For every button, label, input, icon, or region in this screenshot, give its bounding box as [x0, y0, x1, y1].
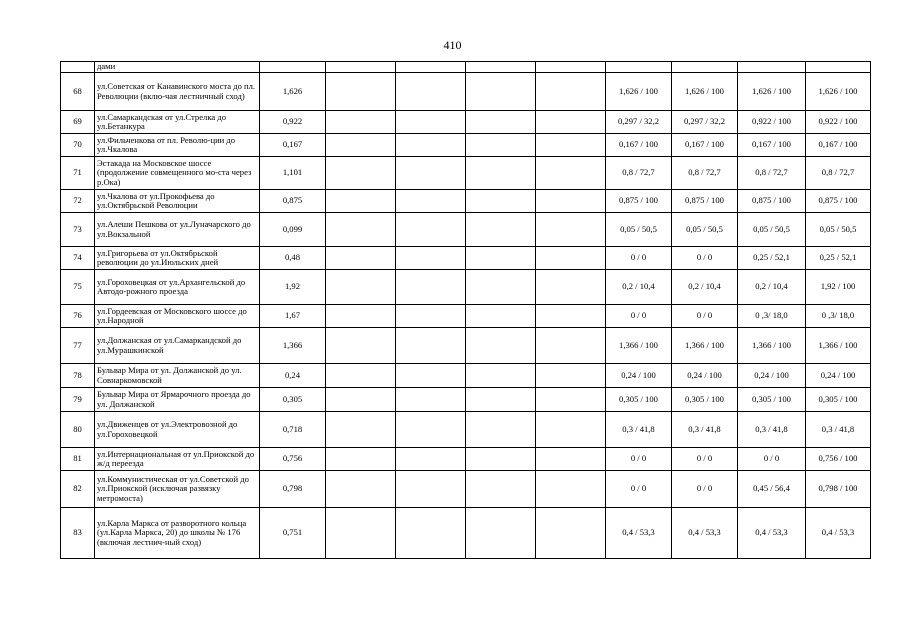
value-3: 0,2 / 10,4	[738, 270, 806, 305]
empty-cell	[536, 412, 606, 448]
empty-cell	[466, 448, 536, 471]
empty-cell	[466, 471, 536, 508]
empty-cell	[326, 73, 396, 111]
value-4: 1,92 / 100	[806, 270, 871, 305]
empty-cell	[466, 305, 536, 328]
empty-cell	[396, 134, 466, 157]
street-name: Бульвар Мира от ул. Должанской до ул. Совнаркомовской	[95, 364, 260, 388]
table-row	[61, 190, 871, 213]
table-row	[61, 364, 871, 388]
value-1: 0,2 / 10,4	[606, 270, 672, 305]
value-1: 0,3 / 41,8	[606, 412, 672, 448]
empty-cell	[326, 328, 396, 364]
value-2: 0 / 0	[672, 305, 738, 328]
street-name: ул.Советская от Канавинского моста до пл. Революции (вклю-чая лестничный сход)	[95, 73, 260, 111]
value-1: 1,366 / 100	[606, 328, 672, 364]
street-name: Эстакада на Московское шоссе (продолжение совмещенного мо-ста через р.Ока)	[95, 157, 260, 190]
empty-cell	[326, 412, 396, 448]
empty-cell	[326, 111, 396, 134]
row-number: 82	[61, 471, 95, 508]
empty-cell	[326, 247, 396, 270]
empty-cell	[326, 448, 396, 471]
street-name: ул.Чкалова от ул.Прокофьева до ул.Октябрьской Революции	[95, 190, 260, 213]
empty-cell	[396, 111, 466, 134]
empty-cell	[536, 111, 606, 134]
table-row	[61, 270, 871, 305]
empty-cell	[466, 247, 536, 270]
value-4: 0 ,3/ 18,0	[806, 305, 871, 328]
length-value: 0,756	[260, 448, 326, 471]
length-value: 1,366	[260, 328, 326, 364]
length-value: 0,305	[260, 388, 326, 412]
table-row	[61, 213, 871, 247]
street-name: ул.Должанская от ул.Самаркандской до ул.Мурашкинской	[95, 328, 260, 364]
value-1: 0,24 / 100	[606, 364, 672, 388]
value-4: 0,756 / 100	[806, 448, 871, 471]
row-number: 76	[61, 305, 95, 328]
empty-cell	[396, 270, 466, 305]
empty-cell	[536, 364, 606, 388]
empty-cell	[396, 508, 466, 559]
row-number: 69	[61, 111, 95, 134]
empty-cell	[466, 328, 536, 364]
length-value: 1,626	[260, 73, 326, 111]
street-name: ул.Самаркандская от ул.Стрелка до ул.Бетанкура	[95, 111, 260, 134]
value-2: 0,3 / 41,8	[672, 412, 738, 448]
empty-cell	[466, 134, 536, 157]
table-row	[61, 412, 871, 448]
empty-cell	[536, 388, 606, 412]
table-row	[61, 73, 871, 111]
value-4: 1,626 / 100	[806, 73, 871, 111]
value-1: 0,167 / 100	[606, 134, 672, 157]
value-3: 0 / 0	[738, 448, 806, 471]
street-name: ул.Гордеевская от Московского шоссе до ул.Народной	[95, 305, 260, 328]
street-name: ул.Карла Маркса от разворотного кольца (ул.Карла Маркса, 20) до школы № 176 (включая лестнич-ный сход)	[95, 508, 260, 559]
value-1: 0,8 / 72,7	[606, 157, 672, 190]
value-1: 0 / 0	[606, 448, 672, 471]
empty-cell	[326, 305, 396, 328]
empty-cell	[466, 270, 536, 305]
table-body	[61, 62, 871, 559]
value-4: 0,05 / 50,5	[806, 213, 871, 247]
table-row	[61, 508, 871, 559]
empty-cell	[396, 412, 466, 448]
length-value: 0,24	[260, 364, 326, 388]
street-name: ул.Интернациональная от ул.Приокской до ж/д переезда	[95, 448, 260, 471]
street-name: ул.Алеши Пешкова от ул.Луначарского до ул.Вокзальной	[95, 213, 260, 247]
empty-cell	[466, 412, 536, 448]
row-number: 70	[61, 134, 95, 157]
value-1: 0 / 0	[606, 471, 672, 508]
table-row	[61, 448, 871, 471]
table-row	[61, 388, 871, 412]
row-number: 72	[61, 190, 95, 213]
length-value: 0,167	[260, 134, 326, 157]
value-2: 0 / 0	[672, 448, 738, 471]
length-value: 1,67	[260, 305, 326, 328]
length-value: 1,92	[260, 270, 326, 305]
value-4: 0,875 / 100	[806, 190, 871, 213]
empty-cell	[326, 213, 396, 247]
value-1: 1,626 / 100	[606, 73, 672, 111]
row-number: 80	[61, 412, 95, 448]
length-value: 0,922	[260, 111, 326, 134]
value-2: 0 / 0	[672, 247, 738, 270]
street-name: ул.Гороховецкая от ул.Архангельской до Автодо-рожного проезда	[95, 270, 260, 305]
value-1: 0,05 / 50,5	[606, 213, 672, 247]
table-row	[61, 134, 871, 157]
value-3: 0 ,3/ 18,0	[738, 305, 806, 328]
value-2: 0,05 / 50,5	[672, 213, 738, 247]
empty-cell	[466, 388, 536, 412]
value-4: 0,24 / 100	[806, 364, 871, 388]
value-2: 0,4 / 53,3	[672, 508, 738, 559]
empty-cell	[536, 471, 606, 508]
row-number: 78	[61, 364, 95, 388]
row-number: 73	[61, 213, 95, 247]
value-3: 0,167 / 100	[738, 134, 806, 157]
empty-cell	[396, 364, 466, 388]
length-value: 0,099	[260, 213, 326, 247]
empty-cell	[536, 157, 606, 190]
empty-cell	[396, 328, 466, 364]
row-number: 75	[61, 270, 95, 305]
value-2: 0,167 / 100	[672, 134, 738, 157]
empty-cell	[326, 270, 396, 305]
value-4: 1,366 / 100	[806, 328, 871, 364]
empty-cell	[466, 213, 536, 247]
empty-cell	[466, 111, 536, 134]
value-2: 1,626 / 100	[672, 73, 738, 111]
empty-cell	[536, 73, 606, 111]
street-name: ул.Движенцев от ул.Электровозной до ул.Гороховецкой	[95, 412, 260, 448]
street-name: Бульвар Мира от Ярмарочного проезда до ул. Должанской	[95, 388, 260, 412]
length-value: 0,48	[260, 247, 326, 270]
value-4: 0,4 / 53,3	[806, 508, 871, 559]
value-1: 0 / 0	[606, 305, 672, 328]
length-value: 0,798	[260, 471, 326, 508]
empty-cell	[396, 157, 466, 190]
value-3: 0,4 / 53,3	[738, 508, 806, 559]
empty-cell	[536, 448, 606, 471]
row-number: 74	[61, 247, 95, 270]
value-4: 0,3 / 41,8	[806, 412, 871, 448]
table-row	[61, 157, 871, 190]
value-1: 0,305 / 100	[606, 388, 672, 412]
table-row	[61, 471, 871, 508]
empty-cell	[326, 388, 396, 412]
row-number: 81	[61, 448, 95, 471]
street-name: ул.Григорьева от ул.Октябрьской революции до ул.Июльских дней	[95, 247, 260, 270]
empty-cell	[396, 247, 466, 270]
value-3: 0,45 / 56,4	[738, 471, 806, 508]
value-2: 0,875 / 100	[672, 190, 738, 213]
empty-cell	[536, 190, 606, 213]
empty-cell	[466, 73, 536, 111]
value-4: 0,305 / 100	[806, 388, 871, 412]
empty-cell	[536, 270, 606, 305]
value-1: 0,875 / 100	[606, 190, 672, 213]
empty-cell	[396, 305, 466, 328]
value-2: 0,24 / 100	[672, 364, 738, 388]
street-name: ул.Фильченкова от пл. Револю-ции до ул.Чкалова	[95, 134, 260, 157]
length-value: 0,751	[260, 508, 326, 559]
value-2: 0,8 / 72,7	[672, 157, 738, 190]
street-name: ул.Коммунистическая от ул.Советской до ул.Приокской (исключая развязку метромоста)	[95, 471, 260, 508]
empty-cell	[396, 388, 466, 412]
row-number: 71	[61, 157, 95, 190]
row-number: 77	[61, 328, 95, 364]
empty-cell	[536, 134, 606, 157]
empty-cell	[326, 471, 396, 508]
value-4: 0,25 / 52,1	[806, 247, 871, 270]
value-3: 0,875 / 100	[738, 190, 806, 213]
empty-cell	[536, 305, 606, 328]
empty-cell	[396, 448, 466, 471]
empty-cell	[466, 364, 536, 388]
value-3: 1,626 / 100	[738, 73, 806, 111]
value-1: 0 / 0	[606, 247, 672, 270]
table-row	[61, 305, 871, 328]
value-2: 0,297 / 32,2	[672, 111, 738, 134]
value-2: 0 / 0	[672, 471, 738, 508]
row-number: 83	[61, 508, 95, 559]
value-3: 1,366 / 100	[738, 328, 806, 364]
empty-cell	[536, 328, 606, 364]
empty-cell	[326, 190, 396, 213]
empty-cell	[466, 190, 536, 213]
value-2: 1,366 / 100	[672, 328, 738, 364]
continuation-row	[61, 62, 871, 73]
empty-cell	[466, 508, 536, 559]
num-cell	[61, 62, 95, 73]
row-number: 79	[61, 388, 95, 412]
value-2: 0,305 / 100	[672, 388, 738, 412]
value-3: 0,3 / 41,8	[738, 412, 806, 448]
empty-cell	[326, 157, 396, 190]
empty-cell	[466, 157, 536, 190]
length-value: 0,718	[260, 412, 326, 448]
value-4: 0,798 / 100	[806, 471, 871, 508]
value-1: 0,297 / 32,2	[606, 111, 672, 134]
value-1: 0,4 / 53,3	[606, 508, 672, 559]
row-number: 68	[61, 73, 95, 111]
page-number: 410	[443, 38, 462, 52]
value-4: 0,922 / 100	[806, 111, 871, 134]
empty-cell	[396, 190, 466, 213]
value-3: 0,25 / 52,1	[738, 247, 806, 270]
empty-cell	[396, 73, 466, 111]
value-3: 0,922 / 100	[738, 111, 806, 134]
value-4: 0,8 / 72,7	[806, 157, 871, 190]
value-3: 0,305 / 100	[738, 388, 806, 412]
data-table	[60, 61, 871, 559]
value-3: 0,8 / 72,7	[738, 157, 806, 190]
value-4: 0,167 / 100	[806, 134, 871, 157]
value-3: 0,05 / 50,5	[738, 213, 806, 247]
empty-cell	[536, 213, 606, 247]
empty-cell	[536, 508, 606, 559]
length-value: 1,101	[260, 157, 326, 190]
table-row	[61, 328, 871, 364]
name-cell: дами	[95, 62, 260, 73]
table-row	[61, 247, 871, 270]
empty-cell	[536, 247, 606, 270]
empty-cell	[326, 364, 396, 388]
table-row	[61, 111, 871, 134]
empty-cell	[396, 213, 466, 247]
empty-cell	[326, 508, 396, 559]
length-value: 0,875	[260, 190, 326, 213]
empty-cell	[326, 134, 396, 157]
value-3: 0,24 / 100	[738, 364, 806, 388]
empty-cell	[396, 471, 466, 508]
value-2: 0,2 / 10,4	[672, 270, 738, 305]
